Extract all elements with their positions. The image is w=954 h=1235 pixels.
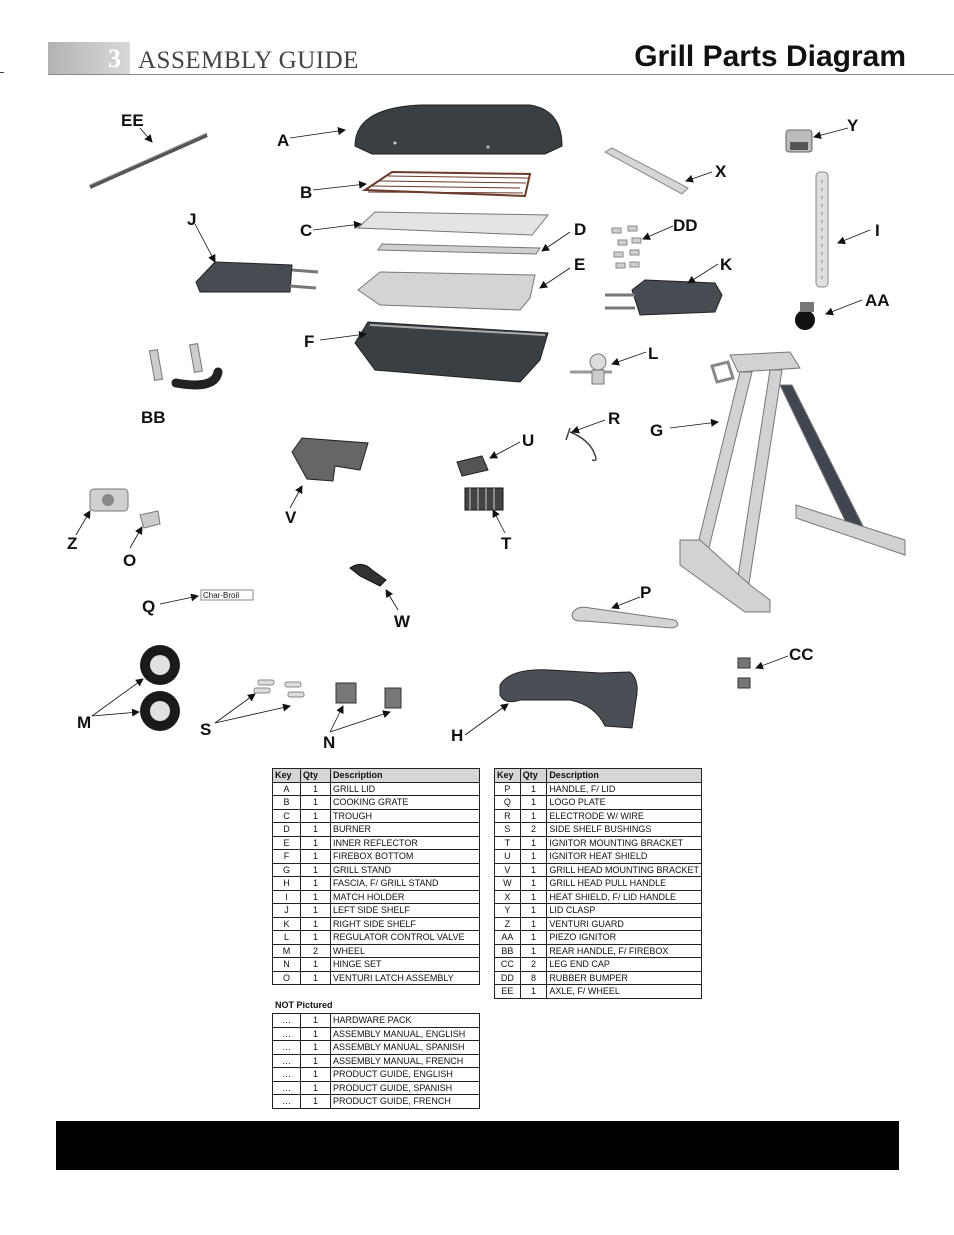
col-header-key: Key	[495, 769, 521, 783]
part-key-cell: M	[273, 944, 301, 958]
part-qty-cell: 1	[301, 917, 331, 931]
part-qty-cell: 1	[301, 971, 331, 985]
part-key-cell: CC	[495, 958, 521, 972]
col-header-description: Description	[547, 769, 702, 783]
callout-N: N	[323, 733, 336, 752]
part-description-cell: PRODUCT GUIDE, SPANISH	[331, 1081, 480, 1095]
part-key-cell: EE	[495, 985, 521, 999]
inner-reflector-part	[358, 272, 535, 310]
callout-CC: CC	[789, 645, 814, 664]
callout-H: H	[451, 726, 464, 745]
part-qty-cell: 1	[301, 1081, 331, 1095]
header-rule	[48, 74, 954, 75]
callout-D: D	[574, 220, 587, 239]
logo-plate-part	[201, 590, 253, 600]
col-header-description: Description	[331, 769, 480, 783]
parts-table-left-body	[273, 782, 480, 985]
part-key-cell: N	[273, 958, 301, 972]
head-mounting-bracket-part	[292, 438, 368, 481]
match-holder-part	[816, 172, 828, 287]
part-description-cell: LID CLASP	[547, 904, 702, 918]
callout-I: I	[875, 221, 880, 240]
table-row	[495, 823, 702, 837]
part-qty-cell: 1	[301, 1027, 331, 1041]
part-qty-cell: 1	[301, 782, 331, 796]
part-description-cell: RUBBER BUMPER	[547, 971, 702, 985]
part-qty-cell: 2	[520, 958, 547, 972]
table-row	[273, 823, 480, 837]
callout-L: L	[648, 344, 659, 363]
table-row	[495, 782, 702, 796]
part-description-cell: PRODUCT GUIDE, FRENCH	[331, 1095, 480, 1109]
part-qty-cell: 1	[520, 863, 547, 877]
part-key-cell: L	[273, 931, 301, 945]
part-description-cell: HEAT SHIELD, F/ LID HANDLE	[547, 890, 702, 904]
electrode-part	[566, 428, 596, 460]
section-number: 3	[108, 44, 121, 73]
not-pictured-table-body	[273, 1014, 480, 1109]
part-description-cell: AXLE, F/ WHEEL	[547, 985, 702, 999]
callout-J: J	[187, 210, 197, 229]
part-description-cell: SIDE SHELF BUSHINGS	[547, 823, 702, 837]
part-qty-cell: 1	[520, 877, 547, 891]
table-row	[273, 944, 480, 958]
part-description-cell: VENTURI LATCH ASSEMBLY	[331, 971, 480, 985]
hinge-set-part	[336, 683, 401, 708]
part-key-cell: H	[273, 877, 301, 891]
axle-part	[90, 133, 207, 187]
table-row	[495, 890, 702, 904]
left-side-shelf-part	[196, 262, 318, 292]
firebox-bottom-part	[355, 322, 548, 382]
part-qty-cell: 1	[301, 809, 331, 823]
part-qty-cell: 1	[520, 890, 547, 904]
table-row	[495, 944, 702, 958]
table-row	[273, 1054, 480, 1068]
part-key-cell: P	[495, 782, 521, 796]
part-qty-cell: 2	[301, 944, 331, 958]
part-key-cell: DD	[495, 971, 521, 985]
callout-U: U	[522, 431, 535, 450]
logo-plate-text: Char-Broil	[203, 591, 240, 600]
right-side-shelf-part	[605, 280, 722, 315]
part-qty-cell: 1	[520, 985, 547, 999]
part-qty-cell: 1	[520, 931, 547, 945]
part-qty-cell: 1	[301, 1041, 331, 1055]
part-description-cell: GRILL HEAD PULL HANDLE	[547, 877, 702, 891]
part-description-cell: LEG END CAP	[547, 958, 702, 972]
part-description-cell: RIGHT SIDE SHELF	[331, 917, 480, 931]
table-row	[273, 904, 480, 918]
table-row	[273, 1068, 480, 1082]
callout-O: O	[123, 551, 137, 570]
part-qty-cell: 1	[301, 931, 331, 945]
part-key-cell: U	[495, 850, 521, 864]
table-row	[273, 796, 480, 810]
callout-A: A	[277, 131, 290, 150]
part-key-cell: Q	[495, 796, 521, 810]
part-qty-cell: 1	[301, 1068, 331, 1082]
venturi-latch-part	[140, 511, 160, 528]
part-key-cell: C	[273, 809, 301, 823]
callout-S: S	[200, 720, 212, 739]
table-row	[495, 850, 702, 864]
col-header-qty: Qty	[520, 769, 547, 783]
col-header-key: Key	[273, 769, 301, 783]
part-description-cell: ASSEMBLY MANUAL, ENGLISH	[331, 1027, 480, 1041]
callout-X: X	[715, 162, 727, 181]
part-key-cell: O	[273, 971, 301, 985]
table-row	[273, 1095, 480, 1109]
table-row	[273, 1081, 480, 1095]
part-key-cell: W	[495, 877, 521, 891]
part-qty-cell: 1	[301, 904, 331, 918]
part-qty-cell: 1	[301, 877, 331, 891]
grill-stand-part	[680, 352, 905, 612]
part-description-cell: INNER REFLECTOR	[331, 836, 480, 850]
col-header-qty: Qty	[301, 769, 331, 783]
cooking-grate-part	[365, 172, 530, 196]
heat-shield-part	[605, 148, 688, 194]
table-row	[495, 863, 702, 877]
part-description-cell: GRILL STAND	[331, 863, 480, 877]
table-row	[495, 836, 702, 850]
part-description-cell: LOGO PLATE	[547, 796, 702, 810]
table-row	[273, 931, 480, 945]
table-row	[495, 931, 702, 945]
callout-Z: Z	[67, 534, 78, 553]
callout-M: M	[77, 713, 92, 732]
callout-T: T	[501, 534, 512, 553]
part-qty-cell: 1	[301, 1054, 331, 1068]
part-key-cell: X	[495, 890, 521, 904]
part-description-cell: VENTURI GUARD	[547, 917, 702, 931]
table-row	[273, 836, 480, 850]
part-qty-cell: 1	[301, 796, 331, 810]
table-row	[273, 782, 480, 796]
regulator-part	[570, 354, 612, 384]
part-description-cell: FIREBOX BOTTOM	[331, 850, 480, 864]
section-title: ASSEMBLY GUIDE	[138, 47, 359, 74]
parts-diagram	[0, 80, 954, 760]
table-row	[273, 863, 480, 877]
part-key-cell: …	[273, 1041, 301, 1055]
part-description-cell: GRILL HEAD MOUNTING BRACKET	[547, 863, 702, 877]
part-key-cell: AA	[495, 931, 521, 945]
part-qty-cell: 1	[520, 850, 547, 864]
table-row	[273, 809, 480, 823]
part-qty-cell: 1	[301, 1095, 331, 1109]
page-title: Grill Parts Diagram	[634, 40, 906, 73]
part-description-cell: HANDLE, F/ LID	[547, 782, 702, 796]
part-qty-cell: 1	[301, 958, 331, 972]
ignitor-mounting-bracket-part	[465, 488, 503, 510]
part-description-cell: ASSEMBLY MANUAL, SPANISH	[331, 1041, 480, 1055]
table-row	[495, 971, 702, 985]
part-description-cell: HARDWARE PACK	[331, 1014, 480, 1028]
trough-part	[358, 212, 548, 235]
callout-Q: Q	[142, 597, 156, 616]
part-key-cell: B	[273, 796, 301, 810]
part-qty-cell: 1	[520, 782, 547, 796]
part-qty-cell: 1	[301, 863, 331, 877]
grill-lid-part	[355, 105, 562, 154]
fascia-part	[500, 670, 637, 728]
not-pictured-label: NOT Pictured	[275, 1000, 333, 1010]
lid-clasp-part	[786, 130, 812, 152]
table-row	[495, 904, 702, 918]
part-description-cell: BURNER	[331, 823, 480, 837]
part-description-cell: COOKING GRATE	[331, 796, 480, 810]
part-key-cell: …	[273, 1054, 301, 1068]
part-description-cell: HINGE SET	[331, 958, 480, 972]
part-description-cell: LEFT SIDE SHELF	[331, 904, 480, 918]
callout-AA: AA	[865, 291, 890, 310]
part-description-cell: MATCH HOLDER	[331, 890, 480, 904]
table-row	[495, 917, 702, 931]
part-key-cell: …	[273, 1081, 301, 1095]
part-description-cell: REGULATOR CONTROL VALVE	[331, 931, 480, 945]
table-row	[273, 890, 480, 904]
wheels-part	[140, 645, 180, 731]
leg-end-caps-part	[738, 658, 750, 688]
callout-BB: BB	[141, 408, 166, 427]
parts-table-left	[272, 768, 480, 985]
venturi-guard-part	[90, 489, 128, 511]
part-key-cell: E	[273, 836, 301, 850]
callout-K: K	[720, 255, 733, 274]
table-row	[273, 850, 480, 864]
part-qty-cell: 1	[301, 823, 331, 837]
part-qty-cell: 8	[520, 971, 547, 985]
part-description-cell: REAR HANDLE, F/ FIREBOX	[547, 944, 702, 958]
part-key-cell: I	[273, 890, 301, 904]
callout-W: W	[394, 612, 411, 631]
part-description-cell: ELECTRODE W/ WIRE	[547, 809, 702, 823]
part-key-cell: V	[495, 863, 521, 877]
callout-V: V	[285, 508, 297, 527]
part-description-cell: GRILL LID	[331, 782, 480, 796]
table-row	[495, 985, 702, 999]
part-qty-cell: 1	[301, 850, 331, 864]
table-row	[495, 877, 702, 891]
part-key-cell: BB	[495, 944, 521, 958]
part-qty-cell: 1	[301, 890, 331, 904]
part-key-cell: A	[273, 782, 301, 796]
table-row	[273, 877, 480, 891]
part-description-cell: FASCIA, F/ GRILL STAND	[331, 877, 480, 891]
callout-F: F	[304, 332, 315, 351]
callout-G: G	[650, 421, 664, 440]
callout-DD: DD	[673, 216, 698, 235]
part-qty-cell: 1	[301, 1014, 331, 1028]
callout-EE: EE	[121, 111, 144, 130]
part-qty-cell: 1	[520, 836, 547, 850]
part-qty-cell: 1	[520, 904, 547, 918]
table-row	[273, 958, 480, 972]
table-row	[273, 971, 480, 985]
piezo-ignitor-part	[795, 302, 815, 330]
rubber-bumpers-part	[612, 226, 641, 268]
callout-B: B	[300, 183, 313, 202]
part-description-cell: PRODUCT GUIDE, ENGLISH	[331, 1068, 480, 1082]
table-row	[273, 1041, 480, 1055]
margin-tick	[0, 72, 4, 73]
part-description-cell: TROUGH	[331, 809, 480, 823]
part-qty-cell: 2	[520, 823, 547, 837]
footer-bar	[56, 1121, 899, 1170]
part-qty-cell: 1	[520, 917, 547, 931]
side-shelf-bushings-part	[254, 680, 304, 697]
callout-P: P	[640, 583, 652, 602]
table-row	[273, 917, 480, 931]
ignitor-heat-shield-part	[457, 456, 488, 476]
part-key-cell: …	[273, 1027, 301, 1041]
part-key-cell: J	[273, 904, 301, 918]
table-row	[495, 796, 702, 810]
callout-R: R	[608, 409, 621, 428]
table-row	[273, 1027, 480, 1041]
part-key-cell: …	[273, 1014, 301, 1028]
parts-table-right-body	[495, 782, 702, 998]
burner-part	[378, 244, 540, 254]
not-pictured-table	[272, 1013, 480, 1109]
part-description-cell: IGNITOR MOUNTING BRACKET	[547, 836, 702, 850]
part-description-cell: IGNITOR HEAT SHIELD	[547, 850, 702, 864]
part-key-cell: S	[495, 823, 521, 837]
callout-C: C	[300, 221, 313, 240]
table-row	[495, 809, 702, 823]
part-key-cell: G	[273, 863, 301, 877]
table-row	[495, 958, 702, 972]
part-key-cell: …	[273, 1068, 301, 1082]
part-qty-cell: 1	[520, 944, 547, 958]
part-description-cell: WHEEL	[331, 944, 480, 958]
part-description-cell: ASSEMBLY MANUAL, FRENCH	[331, 1054, 480, 1068]
pull-handle-part	[350, 564, 386, 586]
part-qty-cell: 1	[301, 836, 331, 850]
part-qty-cell: 1	[520, 796, 547, 810]
part-key-cell: K	[273, 917, 301, 931]
parts-table-right	[494, 768, 702, 999]
part-qty-cell: 1	[520, 809, 547, 823]
part-key-cell: D	[273, 823, 301, 837]
callout-E: E	[574, 255, 586, 274]
lid-handle-part	[572, 607, 678, 628]
callout-Y: Y	[847, 116, 859, 135]
part-key-cell: Y	[495, 904, 521, 918]
part-key-cell: Z	[495, 917, 521, 931]
rear-handle-part	[149, 344, 218, 385]
part-key-cell: F	[273, 850, 301, 864]
part-key-cell: …	[273, 1095, 301, 1109]
table-row	[273, 1014, 480, 1028]
part-description-cell: PIEZO IGNITOR	[547, 931, 702, 945]
part-key-cell: T	[495, 836, 521, 850]
part-key-cell: R	[495, 809, 521, 823]
